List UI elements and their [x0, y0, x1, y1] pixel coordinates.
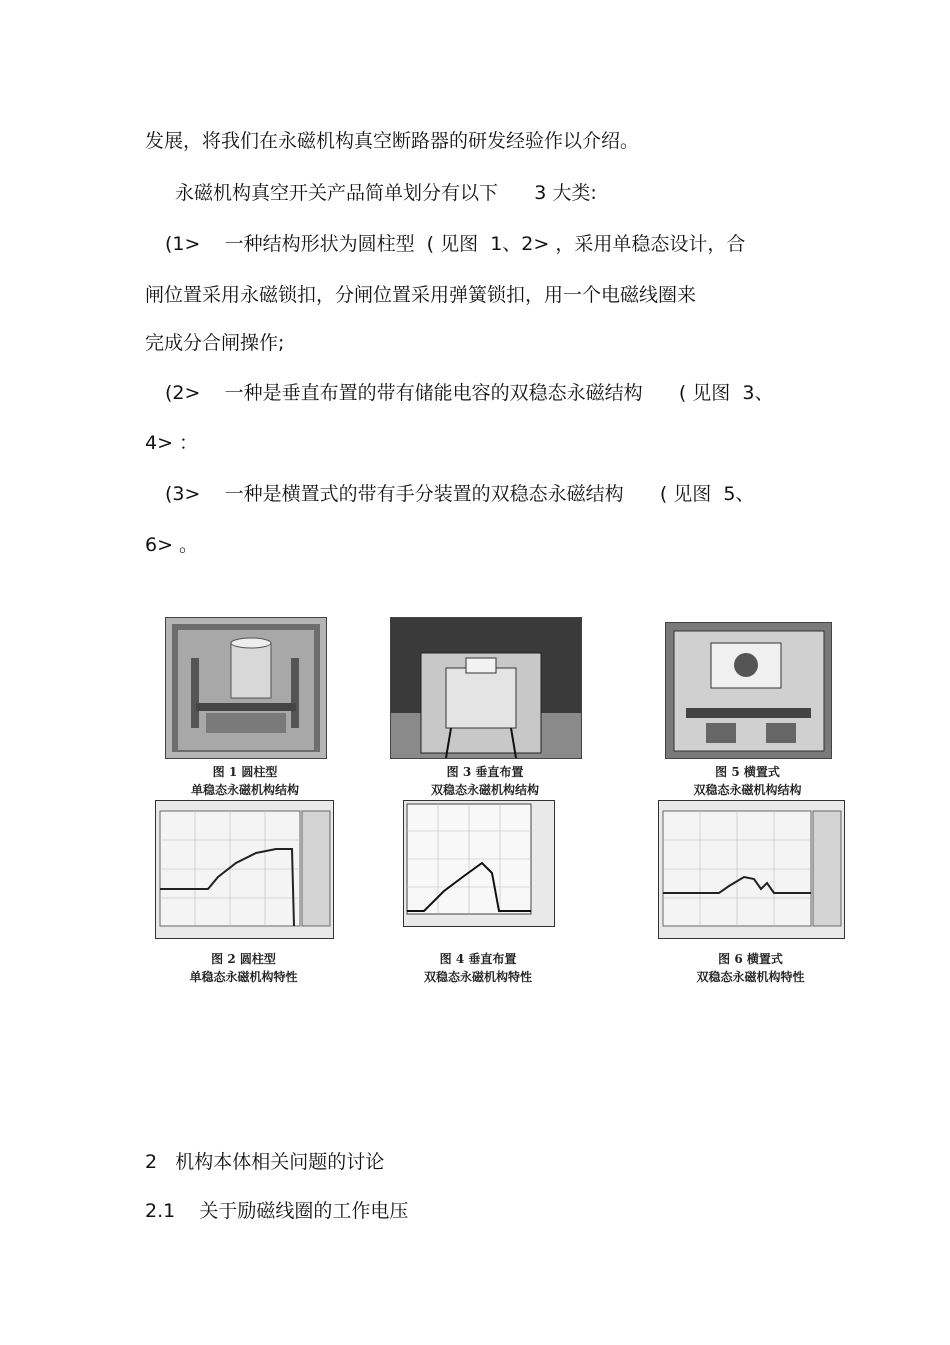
- figure-1-caption-line-2: 单稳态永磁机构结构: [190, 783, 299, 797]
- figure-6-caption-line-1: 图 6 横置式: [718, 952, 783, 966]
- list-item-2-line-1: (2> 一种是垂直布置的带有储能电容的双稳态永磁结构 ( 见图 3、: [165, 382, 774, 404]
- section-heading-2-1: 2.1 关于励磁线圈的工作电压: [145, 1200, 409, 1222]
- figure-2-caption-line-2: 单稳态永磁机构特性: [189, 970, 298, 984]
- figure-6-waveform: [658, 800, 845, 939]
- list-item-3-line-1: (3> 一种是横置式的带有手分装置的双稳态永磁结构 ( 见图 5、: [165, 483, 755, 505]
- figure-4-caption-line-1: 图 4 垂直布置: [439, 952, 517, 966]
- list-item-2-line-2: 4> ：: [145, 432, 199, 454]
- figure-1-photo: [165, 617, 327, 759]
- list-item-1-line-2: 闸位置采用永磁锁扣，分闸位置采用弹簧锁扣，用一个电磁线圈来: [145, 284, 697, 306]
- figure-5-caption-line-1: 图 5 横置式: [715, 765, 780, 779]
- figure-2-caption-line-1: 图 2 圆柱型: [211, 952, 276, 966]
- figure-4-caption-line-2: 双稳态永磁机构特性: [423, 970, 532, 984]
- figure-6-caption-line-2: 双稳态永磁机构特性: [696, 970, 805, 984]
- figure-2-waveform: [155, 800, 334, 939]
- list-item-1-line-3: 完成分合闸操作;: [145, 332, 285, 354]
- figure-1-caption-line-1: 图 1 圆柱型: [212, 765, 278, 779]
- paragraph-2: 永磁机构真空开关产品简单划分有以下 3 大类:: [175, 182, 597, 204]
- figure-6-caption: [658, 950, 843, 986]
- figure-5-photo: [665, 622, 832, 759]
- figure-4-waveform: [403, 800, 555, 927]
- figure-3-photo: [390, 617, 582, 759]
- figure-4-caption: [403, 950, 553, 986]
- list-item-3-line-2: 6> 。: [145, 534, 199, 556]
- figure-1-caption: [165, 763, 325, 799]
- figure-3-caption-line-2: 双稳态永磁机构结构: [430, 783, 539, 797]
- list-item-1-line-1: (1> 一种结构形状为圆柱型 ( 见图 1、2> ，采用单稳态设计，合: [165, 233, 746, 255]
- figure-3-caption: [390, 763, 580, 799]
- figure-3-caption-line-1: 图 3 垂直布置: [446, 765, 524, 779]
- section-heading-2: 2 机构本体相关问题的讨论: [145, 1151, 385, 1173]
- figure-2-caption: [155, 950, 332, 986]
- paragraph-1: 发展，将我们在永磁机构真空断路器的研发经验作以介绍。: [145, 130, 640, 152]
- figure-5-caption: [665, 763, 830, 799]
- figure-5-caption-line-2: 双稳态永磁机构结构: [693, 783, 802, 797]
